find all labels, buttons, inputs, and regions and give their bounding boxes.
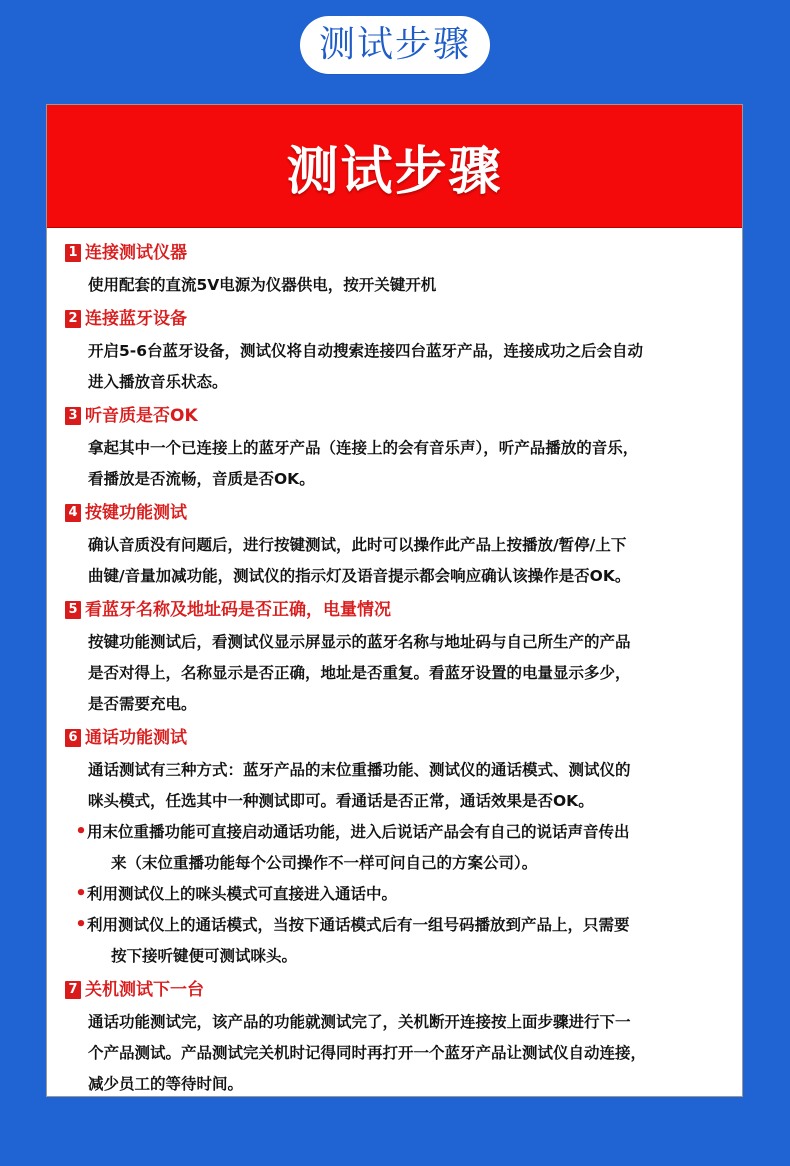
- bullet-text-line: 利用测试仪上的通话模式，当按下通话模式后有一组号码播放到产品上，只需要: [87, 916, 630, 934]
- step-heading: [65, 501, 726, 525]
- step-text: 曲键/音量加减功能，测试仪的指示灯及语音提示都会响应确认该操作是否OK。: [88, 567, 631, 585]
- step-number-badge: 7: [65, 981, 81, 999]
- step-title: 听音质是否OK: [85, 406, 198, 426]
- step-text: 进入播放音乐状态。: [88, 373, 228, 391]
- step-text: 咪头模式，任选其中一种测试即可。看通话是否正常，通话效果是否OK。: [88, 792, 594, 810]
- step-title: 连接测试仪器: [85, 243, 187, 263]
- bullet-dot-icon: •: [75, 883, 87, 904]
- step-text: 是否需要充电。: [88, 695, 197, 713]
- step-text: 个产品测试。产品测试完关机时记得同时再打开一个蓝牙产品让测试仪自动连接，: [88, 1044, 647, 1062]
- step-4: [65, 501, 726, 592]
- step-title: 按键功能测试: [85, 503, 187, 523]
- step-text: 确认音质没有问题后，进行按键测试，此时可以操作此产品上按播放/暂停/上下: [88, 536, 627, 554]
- step-text: 按键功能测试后，看测试仪显示屏显示的蓝牙名称与地址码与自己所生产的产品: [88, 633, 631, 651]
- step-2: [65, 307, 726, 398]
- step-text: 看播放是否流畅，音质是否OK。: [88, 470, 315, 488]
- step-number-badge: 4: [65, 504, 81, 522]
- step-text: 开启5-6台蓝牙设备，测试仪将自动搜索连接四台蓝牙产品，连接成功之后会自动: [88, 342, 644, 360]
- step-7: [65, 978, 726, 1100]
- step-text: 使用配套的直流5V电源为仪器供电，按开关键开机: [88, 276, 437, 294]
- bullet-text-line: 用末位重播功能可直接启动通话功能，进入后说话产品会有自己的说话声音传出: [87, 823, 630, 841]
- step-heading: [65, 307, 726, 331]
- bullet-dot-icon: •: [75, 821, 87, 842]
- step-6: [65, 726, 726, 972]
- step-heading: [65, 726, 726, 750]
- title-banner: [47, 105, 742, 228]
- step-number-badge: 5: [65, 601, 81, 619]
- test-steps-card: [46, 104, 743, 1097]
- step-text: 是否对得上，名称显示是否正确，地址是否重复。看蓝牙设置的电量显示多少，: [88, 664, 631, 682]
- bullet-dot-icon: •: [75, 914, 87, 935]
- bullet-text-line: 来（末位重播功能每个公司操作不一样可问自己的方案公司）。: [111, 854, 538, 872]
- step-5: [65, 598, 726, 720]
- step-1: [65, 241, 726, 301]
- step-text: 拿起其中一个已连接上的蓝牙产品（连接上的会有音乐声），听产品播放的音乐，: [88, 439, 639, 457]
- step-number-badge: 3: [65, 407, 81, 425]
- step-text: 通话测试有三种方式：蓝牙产品的末位重播功能、测试仪的通话模式、测试仪的: [88, 761, 631, 779]
- bullet-item: [75, 910, 726, 972]
- bullet-text: [87, 879, 397, 910]
- step-heading: [65, 241, 726, 265]
- page-title: 测试步骤: [286, 141, 503, 202]
- bullet-item: [75, 817, 726, 879]
- step-number-badge: 6: [65, 729, 81, 747]
- bullet-text-line: 按下接听键便可测试咪头。: [111, 947, 298, 965]
- step-number-badge: 1: [65, 244, 81, 262]
- step-heading: [65, 404, 726, 428]
- bullet-item: [75, 879, 726, 910]
- bullet-text: [87, 817, 630, 879]
- step-text: 减少员工的等待时间。: [88, 1075, 244, 1093]
- bullet-text: [87, 910, 630, 972]
- step-title: 连接蓝牙设备: [85, 309, 187, 329]
- step-title: 关机测试下一台: [85, 980, 204, 1000]
- step-title: 通话功能测试: [85, 728, 187, 748]
- step-heading: [65, 978, 726, 1002]
- top-title-pill: 测试步骤: [300, 16, 490, 74]
- bullet-text-line: 利用测试仪上的咪头模式可直接进入通话中。: [87, 885, 398, 903]
- step-text: 通话功能测试完，该产品的功能就测试完了，关机断开连接按上面步骤进行下一: [88, 1013, 631, 1031]
- steps-content: [47, 228, 742, 1100]
- step-heading: [65, 598, 726, 622]
- step-number-badge: 2: [65, 310, 81, 328]
- step-title: 看蓝牙名称及地址码是否正确，电量情况: [85, 600, 391, 620]
- step-3: [65, 404, 726, 495]
